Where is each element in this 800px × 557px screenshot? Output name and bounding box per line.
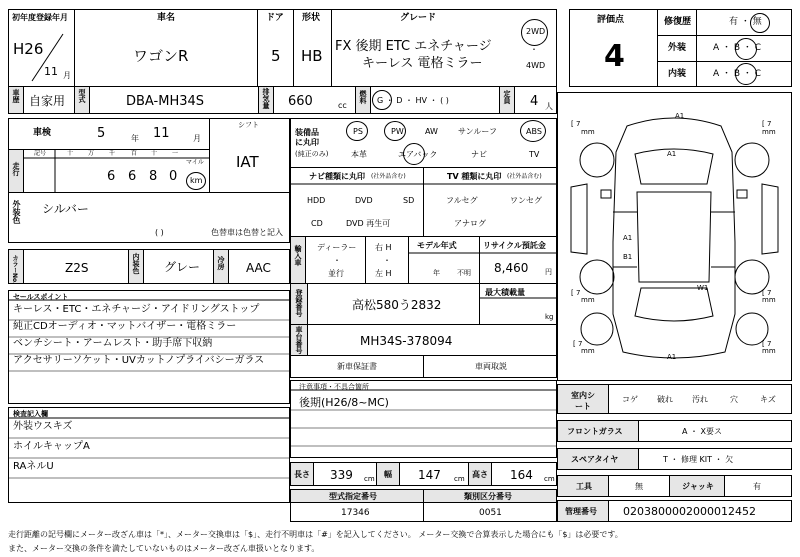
tv-analog: アナログ (454, 219, 486, 228)
car-name-label: 車名 (157, 13, 176, 23)
mileage-code-label: 記号 (34, 150, 47, 157)
first-reg-month: 11 (44, 65, 58, 78)
sales-point-line: アクセサリーソケット・UVカットノプライバシーガラス (13, 355, 265, 366)
aircon-label: 冷房 (217, 256, 225, 270)
notes-label: 注意事項・不具合箇所 (299, 383, 369, 391)
capacity-value: 4 (530, 94, 539, 109)
mileage-digit: 8 (149, 169, 158, 184)
inspector-line: ホイルキャップA (13, 441, 90, 452)
shape-cell (293, 9, 332, 87)
aircon-value-cell (228, 249, 290, 284)
inspector-line: RAネルU (13, 461, 54, 472)
repair-no-circle (750, 13, 770, 33)
manual-book: 車両取説 (475, 362, 507, 371)
equipment-pw-circle (384, 121, 406, 141)
windshield-label: フロントガラス (567, 427, 623, 436)
category-value: 0051 (479, 508, 502, 518)
recycle-label: リサイクル預託金 (483, 241, 546, 250)
navi-dvd-play: DVD 再生可 (346, 219, 391, 228)
fuel-value-cell (370, 86, 500, 114)
height-value-cell (491, 462, 557, 486)
exterior-value-cell (696, 35, 792, 62)
mileage-digit: 6 (128, 169, 137, 184)
warranty-cell (290, 355, 424, 378)
exterior-options: A ・ B ・ C (713, 43, 762, 53)
notes-lines (290, 380, 557, 458)
spare-label-cell (557, 448, 639, 470)
fuel-label-cell (355, 86, 371, 114)
navi-hdd: HDD (307, 196, 326, 205)
type-designation-label: 型式指定番号 (329, 492, 377, 501)
interior-color-label-cell (128, 249, 144, 284)
model-year-unknown: 不明 (457, 269, 471, 277)
seat-yogore: 汚れ (692, 395, 708, 404)
doors-cell (257, 9, 294, 87)
displacement-value-cell (273, 86, 356, 114)
tools-label: 工具 (576, 482, 592, 491)
interior-color-value-cell (143, 249, 214, 284)
drive-2wd-circle (521, 19, 548, 46)
model-year-unit: 年 (433, 269, 440, 277)
import-label: 輸入車 (294, 245, 302, 266)
interior-b-circle (735, 63, 757, 85)
navi-sub: (社外品含む) (371, 173, 406, 180)
max-load-divider (479, 283, 557, 325)
inspection-year: 5 (97, 126, 106, 141)
height-label-cell (468, 462, 492, 486)
width-unit: cm (454, 475, 465, 483)
recycle-value: 8,460 (494, 261, 529, 275)
tv-oneseg: ワンセグ (510, 196, 542, 205)
equipment-abs-circle (520, 120, 546, 142)
inspector-label: 検査記入欄 (13, 410, 48, 418)
type-designation-value: 17346 (341, 508, 370, 518)
doors-label: ドア (266, 13, 284, 23)
sales-point-line: ベンチシート・アームレスト・助手席下収納 (13, 338, 213, 349)
max-load-label: 最大積載量 (485, 288, 525, 297)
score-cell (569, 9, 658, 87)
first-reg-era: H26 (13, 40, 44, 58)
equipment-abs: ABS (526, 127, 542, 136)
windshield-options-cell (638, 420, 792, 442)
equipment-airbag: エアバック (398, 150, 438, 159)
navi-cd: CD (311, 219, 323, 228)
length-value-cell (313, 462, 377, 486)
interior-sheet-label: 室内シート (571, 391, 595, 412)
equipment-aw: AW (425, 127, 438, 136)
score-label: 評価点 (597, 15, 625, 25)
aircon-value: AAC (246, 261, 271, 275)
import-parallel: 並行 (328, 269, 344, 278)
color-cell (8, 192, 290, 243)
svg-text:mm: mm (581, 296, 595, 304)
svg-text:mm: mm (762, 296, 776, 304)
model-value: DBA-MH34S (126, 94, 205, 109)
model-year-label: モデル年式 (417, 241, 457, 250)
warranty-book: 新車保証書 (337, 362, 377, 371)
width-value-cell (399, 462, 469, 486)
capacity-value-cell (514, 86, 557, 114)
interior-value-cell (696, 61, 792, 87)
management-value-cell (608, 500, 792, 522)
repair-label-cell (657, 9, 697, 36)
seat-yabure: 破れ (657, 395, 673, 404)
color-note: 色替車は色替と記入 (211, 228, 283, 237)
width-value: 147 (418, 468, 441, 482)
inspector-line: 外装ウスキズ (13, 421, 73, 432)
displacement-label: 排気量 (262, 88, 270, 109)
windshield-options: A ・ X要ス (682, 427, 723, 436)
tv-sub: (社外品含む) (507, 173, 542, 180)
jack-label-cell (669, 475, 725, 497)
length-value: 339 (330, 468, 353, 482)
svg-text:[ 7: [ 7 (762, 340, 772, 348)
management-label: 管理番号 (565, 507, 597, 516)
tv-fullseg: フルセグ (446, 196, 478, 205)
mileage-grid-lines (23, 149, 210, 193)
equipment-tv: TV (529, 150, 540, 159)
footnote-line2: また、メーター交換の条件を満たしていないものはメーター改ざん車扱いとなります。 (8, 544, 320, 553)
mileage-col-10: 十 (67, 150, 74, 157)
svg-text:mm: mm (581, 347, 595, 355)
model-year-divider (408, 236, 557, 284)
length-label: 長さ (294, 470, 310, 479)
displacement-label-cell (258, 86, 274, 114)
spare-options-cell (638, 448, 792, 470)
sales-point-line: キーレス・ETC・エネチャージ・アイドリングストップ (13, 304, 260, 315)
manual-cell (423, 355, 557, 378)
type-designation-label-cell (290, 489, 424, 503)
equipment-cell (290, 118, 557, 168)
color-note-paren: ( ) (155, 228, 164, 237)
length-unit: cm (364, 475, 375, 483)
interior-sheet-options-cell (608, 384, 792, 414)
capacity-label: 定員 (503, 90, 511, 104)
grade-line2: キーレス 電格ミラー (362, 56, 483, 71)
seat-ana: 穴 (730, 395, 738, 404)
repair-label: 修復歴 (664, 17, 692, 27)
damage-marker: A1 (623, 234, 633, 242)
damage-marker: W1 (697, 284, 709, 292)
category-label: 類別区分番号 (464, 492, 512, 501)
grade-line1: FX 後期 ETC エネチャージ (335, 39, 492, 54)
equipment-label: 装備品に丸印 (295, 128, 319, 147)
drive-dot: ・ (530, 45, 538, 54)
mileage-col-sen: 千 (109, 150, 116, 157)
footnote-line1: 走行距離の記号欄にメーター改ざん車は「*」、メーター交換車は「$」、走行不明車は「#」を記入してください。 メーター交換で合算表示した場合にも「$」は必要です。 (8, 530, 623, 539)
equipment-ps-circle (346, 121, 368, 141)
shift-value: IAT (236, 153, 259, 171)
fuel-g-circle (372, 90, 392, 110)
mileage-digit: 6 (107, 169, 116, 184)
equipment-navi: ナビ (471, 150, 487, 159)
mileage-km: km (190, 176, 203, 185)
equipment-airbag-circle (403, 143, 425, 165)
category-value-cell (423, 502, 557, 522)
seat-kizu: キズ (760, 395, 776, 404)
car-name-value: ワゴンR (133, 47, 189, 65)
reg-no-label-cell (290, 283, 308, 325)
notes-text: 後期(H26/8~MC) (299, 396, 389, 409)
svg-text:[ 7: [ 7 (573, 340, 583, 348)
inspection-month-unit: 月 (193, 134, 201, 143)
handle-dot: ・ (383, 256, 391, 265)
color-no-value-cell (23, 249, 129, 284)
exterior-label: 外装 (668, 43, 687, 53)
interior-color-value: グレー (164, 260, 201, 274)
jack-label: ジャッキ (682, 482, 714, 491)
grade-cell (331, 9, 557, 87)
spare-label: スペアタイヤ (571, 455, 619, 464)
color-label: 外装色 (12, 200, 21, 224)
height-label: 高さ (472, 470, 488, 479)
reg-no-label: 登録番号 (295, 289, 303, 317)
car-diagram (557, 92, 792, 381)
mileage-col-ichi: 一 (172, 150, 179, 157)
model-value-cell (89, 86, 259, 114)
interior-label: 内装 (668, 69, 687, 79)
repair-options: 有 ・ 無 (729, 17, 762, 27)
chassis-value-cell (307, 324, 557, 356)
inspection-cell (8, 118, 210, 150)
max-load-unit: kg (545, 313, 554, 321)
recycle-unit: 円 (545, 268, 552, 276)
svg-text:[ 7: [ 7 (762, 120, 772, 128)
height-unit: cm (544, 475, 555, 483)
shape-value: HB (301, 47, 323, 65)
import-dot: ・ (333, 256, 341, 265)
displacement-unit: cc (338, 101, 347, 110)
repair-value-cell (696, 9, 792, 36)
equipment-ps: PS (353, 127, 363, 136)
equipment-pw: PW (391, 127, 404, 136)
mileage-col-ju: 十 (151, 150, 158, 157)
exterior-label-cell (657, 35, 697, 62)
width-label-cell (376, 462, 400, 486)
color-no-label: カラーNo. (11, 255, 18, 285)
height-value: 164 (510, 468, 533, 482)
score-value: 4 (604, 39, 625, 74)
tv-divider (423, 167, 557, 237)
inspection-month: 11 (153, 126, 170, 141)
capacity-unit: 人 (545, 102, 553, 111)
mileage-km-circle (186, 172, 206, 190)
jack-value: 有 (753, 482, 761, 491)
navi-dvd: DVD (355, 196, 373, 205)
color-no-label-cell (8, 249, 24, 284)
svg-text:[ 7: [ 7 (571, 120, 581, 128)
svg-text:mm: mm (762, 347, 776, 355)
sales-point-line: 純正CDオーディオ・マットバイザー・電格ミラー (13, 321, 237, 332)
mileage-mile-label: マイル (186, 159, 204, 166)
width-label: 幅 (384, 470, 392, 479)
management-value: 0203800002000012452 (623, 505, 756, 518)
exterior-b-circle (735, 38, 757, 60)
svg-text:[ 7: [ 7 (762, 289, 772, 297)
damage-marker: A1 (667, 150, 677, 158)
spare-options: T ・ 修理 KIT ・ 欠 (663, 455, 734, 464)
handle-left: 左 H (375, 269, 392, 278)
jack-value-cell (724, 475, 792, 497)
mileage-col-man: 万 (88, 150, 95, 157)
first-reg-label: 初年度登録年月 (12, 13, 68, 22)
capacity-label-cell (499, 86, 515, 114)
reg-no-value-cell (307, 283, 480, 325)
usage-value-cell (23, 86, 75, 114)
equipment-sub-label: (純正のみ) (295, 150, 329, 158)
car-name-cell (74, 9, 258, 87)
interior-color-label: 内装色 (132, 253, 140, 274)
equipment-leather: 本革 (351, 150, 367, 159)
drive-4wd: 4WD (526, 61, 546, 70)
chassis-label-cell (290, 324, 308, 356)
import-dealer: ディーラー (317, 243, 357, 252)
interior-sheet-label-cell (557, 384, 609, 414)
interior-label-cell (657, 61, 697, 87)
mileage-digit: 0 (169, 169, 178, 184)
usage-label: 車歴 (12, 89, 20, 103)
shift-cell (209, 118, 290, 193)
aircon-label-cell (213, 249, 229, 284)
model-label: 型式 (78, 89, 86, 103)
windshield-label-cell (557, 420, 639, 442)
damage-marker: A1 (667, 353, 677, 361)
model-label-cell (74, 86, 90, 114)
fuel-options: G ・ D ・ HV ・ ( ) (377, 96, 449, 105)
interior-options: A ・ B ・ C (713, 69, 762, 79)
shape-label: 形状 (302, 13, 321, 23)
length-label-cell (290, 462, 314, 486)
seat-koge: コゲ (622, 395, 638, 404)
svg-text:[ 7: [ 7 (571, 289, 581, 297)
tools-label-cell (557, 475, 609, 497)
grade-label: グレード (400, 13, 437, 23)
displacement-value: 660 (288, 94, 313, 109)
doors-value: 5 (271, 47, 281, 65)
handle-right: 右 H (375, 243, 392, 252)
equipment-sunroof: サンルーフ (458, 127, 497, 136)
sales-points-label: セールスポイント (13, 293, 69, 301)
color-value: シルバー (42, 202, 89, 216)
import-label-cell (290, 236, 306, 284)
import-dealer-cell (305, 236, 366, 284)
svg-text:mm: mm (581, 128, 595, 136)
shift-label: シフト (238, 121, 259, 129)
mileage-label-cell (8, 149, 24, 193)
first-reg-month-unit: 月 (63, 71, 71, 80)
damage-marker: A1 (675, 112, 685, 120)
inspection-label: 車検 (33, 128, 52, 138)
svg-text:mm: mm (762, 128, 776, 136)
damage-marker: B1 (623, 253, 633, 261)
navi-sd: SD (403, 196, 415, 205)
drive-2wd: 2WD (526, 27, 546, 36)
type-designation-value-cell (290, 502, 424, 522)
tools-value-cell (608, 475, 670, 497)
color-no-value: Z2S (65, 261, 89, 275)
tv-label: TV 種類に丸印 (447, 172, 502, 181)
chassis-value: MH34S-378094 (360, 334, 453, 348)
chassis-label: 車台番号 (295, 326, 303, 354)
import-handle-cell (365, 236, 409, 284)
usage-label-cell (8, 86, 24, 114)
inspection-year-unit: 年 (131, 134, 139, 143)
mileage-label: 走行 (12, 162, 20, 176)
reg-no-value: 高松580う2832 (352, 298, 442, 312)
usage-value: 自家用 (29, 94, 66, 108)
tools-value: 無 (635, 482, 643, 491)
management-label-cell (557, 500, 609, 522)
fuel-label: 燃料 (359, 90, 367, 104)
mileage-col-hyaku: 百 (131, 150, 138, 157)
category-label-cell (423, 489, 557, 503)
navi-label: ナビ種類に丸印 (309, 172, 365, 181)
